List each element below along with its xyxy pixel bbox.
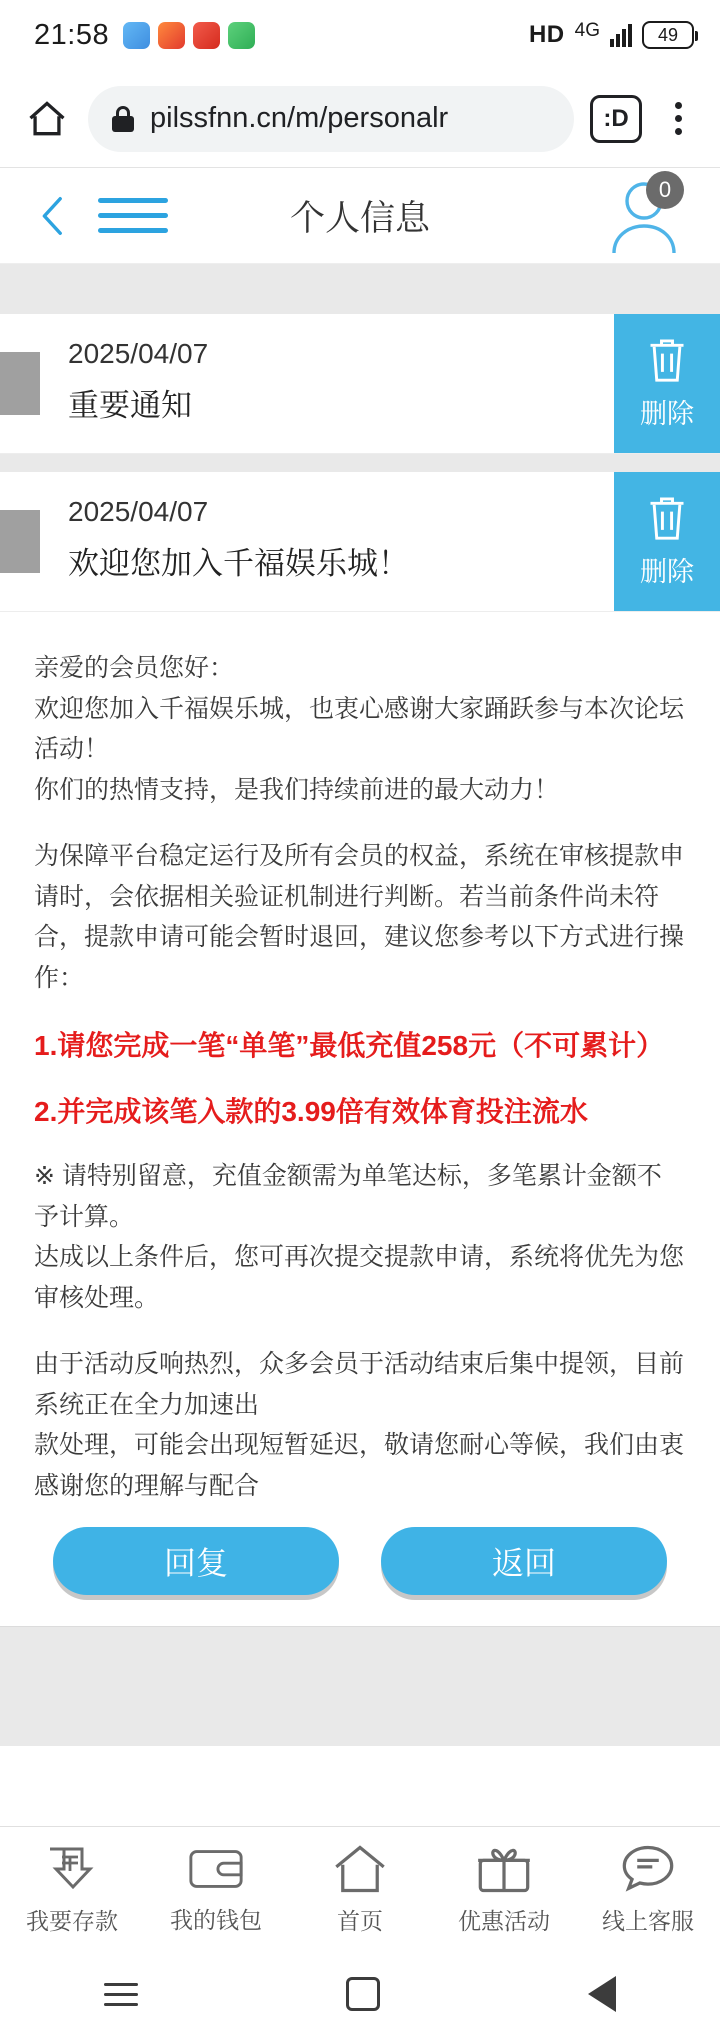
tab-label: 线上客服 xyxy=(602,1908,694,1934)
message-content xyxy=(40,314,614,453)
gift-icon xyxy=(476,1843,532,1895)
message-title: 重要通知 xyxy=(68,388,192,423)
back-triangle-icon[interactable] xyxy=(588,1976,616,2012)
bottom-tab-bar xyxy=(0,1826,720,1946)
closing-line-2: 款处理，可能会出现短暂延迟，敬请您耐心等候，我们由衷感谢您的理解与配合 xyxy=(34,1431,685,1500)
tab-label: 我的钱包 xyxy=(170,1907,262,1933)
app-header xyxy=(0,168,720,264)
message-title: 欢迎您加入千福娱乐城！ xyxy=(68,546,409,581)
tab-label: 首页 xyxy=(337,1908,383,1934)
hd-indicator: HD xyxy=(528,21,565,48)
lock-icon xyxy=(112,106,134,132)
welcome-line-2: 你们的热情支持，是我们持续前进的最大动力！ xyxy=(34,775,560,804)
policy-text: 为保障平台稳定运行及所有会员的权益，系统在审核提款申请时，会依据相关验证机制进行判断。若当前条件尚未符合，提款申请可能会暂时退回，建议您参考以下方式进行操作： xyxy=(34,842,685,992)
tab-home[interactable] xyxy=(290,1843,430,1936)
status-bar-right xyxy=(529,21,694,49)
notes-block xyxy=(34,1156,686,1318)
battery-level: 49 xyxy=(657,24,679,45)
reply-button[interactable]: 回复 xyxy=(53,1527,339,1595)
greeting-block xyxy=(34,648,686,810)
avatar[interactable] xyxy=(598,176,690,253)
tab-deposit[interactable] xyxy=(2,1843,142,1936)
tab-label: 优惠活动 xyxy=(458,1908,550,1934)
signal-bars-icon xyxy=(610,23,632,47)
address-bar-url: pilssfnn.cn/m/personalr xyxy=(150,102,449,134)
red-app-icon xyxy=(193,22,220,49)
home-icon xyxy=(332,1843,388,1895)
section-divider xyxy=(0,264,720,314)
hamburger-menu-icon[interactable] xyxy=(98,198,168,233)
greeting-line: 亲爱的会员您好： xyxy=(34,654,235,682)
green-app-icon xyxy=(228,22,255,49)
tab-label: 我要存款 xyxy=(26,1908,118,1934)
blue-app-icon xyxy=(123,22,150,49)
closing-line-1: 由于活动反响热烈，众多会员于活动结束后集中提领，目前系统正在全力加速出 xyxy=(34,1350,685,1419)
status-badge: 0 xyxy=(646,171,684,209)
message-content xyxy=(40,472,614,611)
bottom-spacer xyxy=(0,1746,720,1826)
welcome-line-1: 欢迎您加入千福娱乐城，也衷心感谢大家踊跃参与本次论坛活动！ xyxy=(34,694,685,763)
unread-marker xyxy=(0,510,40,573)
delete-label: 删除 xyxy=(640,557,694,587)
orange-app-icon xyxy=(158,22,185,49)
list-item[interactable] xyxy=(0,472,720,612)
delete-label: 删除 xyxy=(640,399,694,429)
chevron-left-icon[interactable] xyxy=(30,193,76,239)
deposit-icon xyxy=(44,1843,100,1895)
note-line-1: ※ 请特别留意，充值金额需为单笔达标，多笔累计金额不予计算。 xyxy=(34,1162,662,1231)
list-item[interactable] xyxy=(0,314,720,454)
android-nav-bar xyxy=(0,1946,720,2042)
note-line-2: 达成以上条件后，您可再次提交提款申请，系统将优先为您审核处理。 xyxy=(34,1243,685,1312)
home-icon[interactable] xyxy=(22,94,72,144)
support-chat-icon xyxy=(620,1843,676,1895)
delete-button[interactable] xyxy=(614,472,720,611)
tab-promotions[interactable] xyxy=(434,1843,574,1936)
back-button[interactable]: 返回 xyxy=(381,1527,667,1595)
kebab-menu-icon[interactable] xyxy=(658,102,698,135)
status-app-icons xyxy=(123,22,255,49)
tab-support[interactable] xyxy=(578,1843,718,1936)
reader-mode-button[interactable]: :D xyxy=(590,95,642,143)
network-indicator: 4G xyxy=(574,20,600,41)
wallet-icon xyxy=(187,1844,245,1894)
highlight-condition-2: 2.并完成该笔入款的3.99倍有效体育投注流水 xyxy=(34,1096,588,1127)
page-title: 个人信息 xyxy=(289,198,430,238)
browser-toolbar xyxy=(0,70,720,168)
status-clock: 21:58 xyxy=(34,18,110,51)
tab-wallet[interactable] xyxy=(146,1844,286,1935)
policy-paragraph xyxy=(34,836,686,998)
address-bar[interactable] xyxy=(88,86,574,152)
message-detail-body xyxy=(0,612,720,1506)
recent-apps-icon[interactable] xyxy=(104,1983,138,2006)
content-spacer xyxy=(0,1626,720,1746)
trash-icon xyxy=(645,494,689,542)
message-date: 2025/04/07 xyxy=(68,496,209,527)
trash-icon xyxy=(645,336,689,384)
action-buttons xyxy=(0,1506,720,1626)
status-bar xyxy=(0,0,720,70)
delete-button[interactable] xyxy=(614,314,720,453)
list-divider xyxy=(0,454,720,472)
unread-marker xyxy=(0,352,40,415)
message-date: 2025/04/07 xyxy=(68,338,209,369)
battery-indicator xyxy=(642,21,694,49)
closing-paragraph xyxy=(34,1344,686,1506)
status-bar-left xyxy=(34,19,255,52)
highlight-condition-1: 1.请您完成一笔“单笔”最低充值258元（不可累计） xyxy=(34,1030,665,1061)
home-square-icon[interactable] xyxy=(346,1977,380,2011)
